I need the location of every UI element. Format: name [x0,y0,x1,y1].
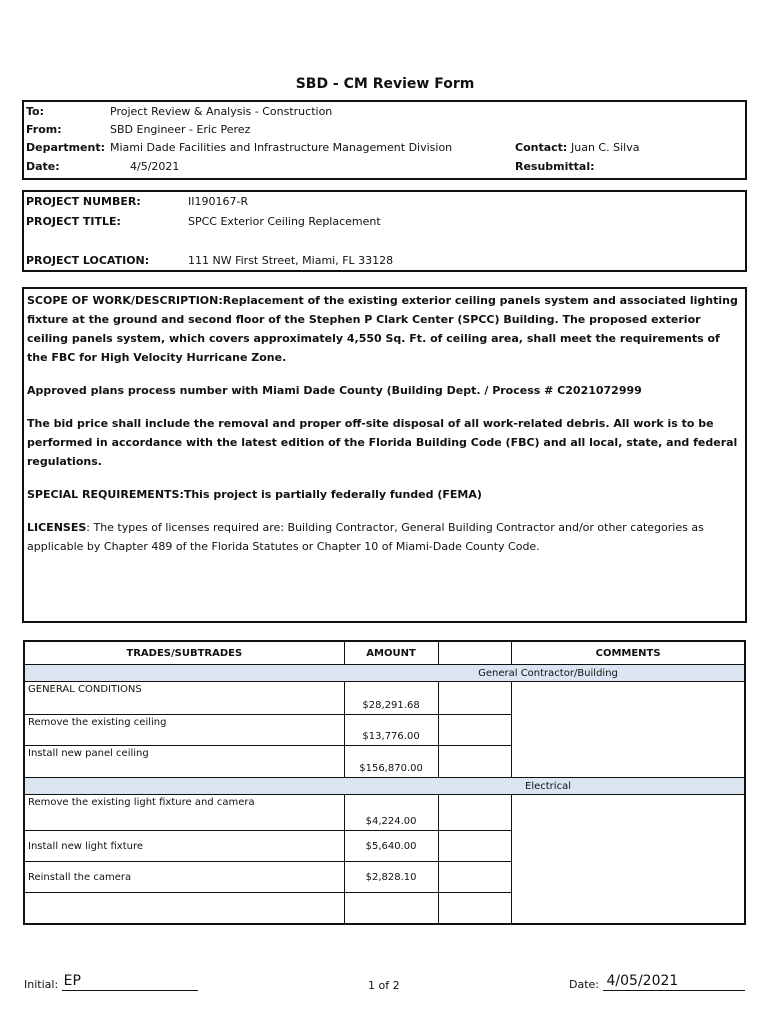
department-value: Miami Dade Facilities and Infrastructure Management Division [110,141,453,154]
contact-label: Contact: [515,141,568,154]
project-location-label: PROJECT LOCATION: [26,254,150,267]
trade-amount: $2,828.10 [344,862,438,893]
licenses-text: : The types of licenses required are: Building Contractor, General Building Contractor and/or other categories as applicable by Chapter 489 of the Florida Statutes or Chapter 10 of Miami-Dade County Code. [27,521,704,553]
trade-amount: $156,870.00 [344,746,438,778]
trade-label: Install new light fixture [24,831,344,862]
special-requirements: SPECIAL REQUIREMENTS:This project is partially federally funded (FEMA) [27,488,482,501]
trade-label: Reinstall the camera [24,862,344,893]
comments-cell [512,682,745,778]
project-title-value: SPCC Exterior Ceiling Replacement [188,215,381,228]
table-row [24,682,745,715]
resubmittal-label: Resubmittal: [515,160,595,173]
project-location-value: 111 NW First Street, Miami, FL 33128 [188,254,394,267]
date-field[interactable] [569,973,745,996]
date-label: Date: [26,160,60,173]
initial-field[interactable] [24,973,198,996]
initial-line [62,973,198,991]
licenses-label: LICENSES [27,521,87,534]
project-number-label: PROJECT NUMBER: [26,195,141,208]
section-general-contractor: General Contractor/Building [24,665,745,682]
licenses-note [27,518,741,556]
date-value: 4/5/2021 [130,160,180,173]
trade-amount: $28,291.68 [344,682,438,715]
to-label: To: [26,105,44,118]
from-value: SBD Engineer - Eric Perez [110,123,251,136]
date-line [603,973,745,991]
contact-value: Juan C. Silva [571,141,640,154]
footer-date-value: 4/05/2021 [606,973,679,989]
scope-description: SCOPE OF WORK/DESCRIPTION:Replacement of the existing exterior ceiling panels system and associated lighting fixture at the ground and second floor of the Stephen P Clark Center (SPCC) Building. The proposed exterior ceiling panels system, which covers approximately 4,550 Sq. Ft. of ceiling area, shall meet the requirements of the FBC for High Velocity Hurricane Zone. [27,294,738,364]
trade-label: Remove the existing ceiling [24,715,344,746]
from-label: From: [26,123,62,136]
initial-value: EP [63,973,81,989]
department-label: Department: [26,141,105,154]
trade-amount: $5,640.00 [344,831,438,862]
trade-label: Remove the existing light fixture and camera [24,795,344,831]
footer-date-label: Date: [569,978,599,991]
trade-label: Install new panel ceiling [24,746,344,778]
header-box [22,100,747,180]
project-title-label: PROJECT TITLE: [26,215,121,228]
page-number: 1 of 2 [368,979,400,992]
scope-box [22,287,747,623]
to-value: Project Review & Analysis - Construction [110,105,333,118]
table-row [24,795,745,831]
trade-amount: $4,224.00 [344,795,438,831]
approved-plans: Approved plans process number with Miami Dade County (Building Dept. / Process # C2021072999 [27,384,642,397]
col-comments-header: COMMENTS [512,641,745,665]
col-amount-header: AMOUNT [344,641,438,665]
section-electrical: Electrical [24,778,745,795]
form-title: SBD - CM Review Form [295,76,475,92]
bid-price-note: The bid price shall include the removal and proper off-site disposal of all work-related debris. All work is to be performed in accordance with the latest edition of the Florida Building Code (FBC) and all local, state, and federal regulations. [27,417,738,468]
trades-table [23,640,746,925]
trade-label: GENERAL CONDITIONS [24,682,344,715]
initial-label: Initial: [24,978,59,991]
trade-amount: $13,776.00 [344,715,438,746]
col-trades-header: TRADES/SUBTRADES [24,641,344,665]
comments-cell [512,795,745,924]
project-number-value: II190167-R [188,195,249,208]
col-blank-header [438,641,512,665]
project-box [22,190,747,272]
